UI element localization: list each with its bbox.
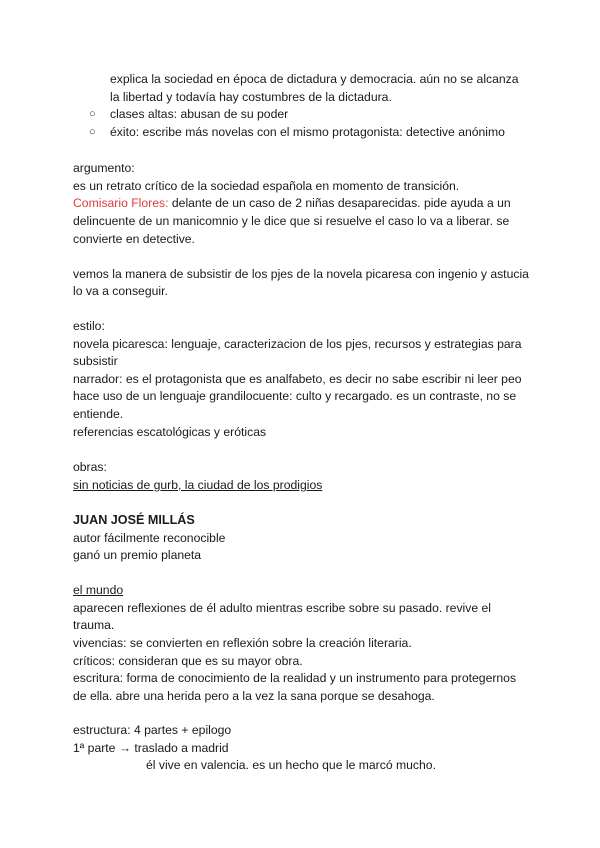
estructura-line: 1ª parte → traslado a madrid [73, 741, 229, 755]
el-mundo-line: críticos: consideran que es su mayor obra. [73, 654, 303, 668]
estructura-line: él vive en valencia. es un hecho que le marcó mucho. [146, 758, 436, 772]
bullet-item: clases altas: abusan de su poder [110, 107, 289, 121]
argumento-line: convierte en detective. [73, 232, 195, 246]
estilo-heading: estilo: [73, 319, 105, 333]
estilo-line: subsistir [73, 354, 118, 368]
bullet-circle-icon: ○ [89, 108, 96, 120]
el-mundo-line: escritura: forma de conocimiento de la realidad y un instrumento para protegernos [73, 671, 517, 685]
estilo-line: narrador: es el protagonista que es analfabeto, es decir no sabe escribir ni leer peo [73, 372, 522, 386]
estilo-line: entiende. [73, 407, 124, 421]
argumento-line: es un retrato crítico de la sociedad española en momento de transición. [73, 179, 460, 193]
intro-line: la libertad y todavía hay costumbres de la dictadura. [110, 90, 392, 104]
intro-line: explica la sociedad en época de dictadura y democracia. aún no se alcanza [110, 72, 519, 86]
picaresca-line: lo va a conseguir. [73, 284, 168, 298]
bullet-circle-icon: ○ [89, 126, 96, 138]
argumento-heading: argumento: [73, 161, 135, 175]
argumento-line-rest: delante de un caso de 2 niñas desaparecidas. pide ayuda a un [168, 196, 511, 210]
argumento-line: delincuente de un manicomnio y le dice que si resuelve el caso lo va a liberar. se [73, 214, 510, 228]
argumento-line [73, 195, 511, 212]
author-line: autor fácilmente reconocible [73, 531, 226, 545]
highlight-name: Comisario Flores: [73, 196, 169, 210]
el-mundo-line: de ella. abre una herida pero a la vez la sana porque se desahoga. [73, 689, 435, 703]
picaresca-line: vemos la manera de subsistir de los pjes de la novela picaresa con ingenio y astucia [73, 267, 529, 281]
author-line: ganó un premio planeta [73, 548, 202, 562]
el-mundo-heading[interactable]: el mundo [73, 583, 124, 597]
author-title: JUAN JOSÉ MILLÁS [73, 513, 195, 527]
estructura-line: estructura: 4 partes + epilogo [73, 723, 232, 737]
obras-heading: obras: [73, 460, 107, 474]
estilo-line: novela picaresca: lenguaje, caracterizacion de los pjes, recursos y estrategias para [73, 337, 522, 351]
bullet-item: éxito: escribe más novelas con el mismo protagonista: detective anónimo [110, 125, 505, 139]
estilo-line: referencias escatológicas y eróticas [73, 425, 267, 439]
el-mundo-line: vivencias: se convierten en reflexión sobre la creación literaria. [73, 636, 412, 650]
el-mundo-line: aparecen reflexiones de él adulto mientras escribe sobre su pasado. revive el [73, 601, 491, 615]
estilo-line: hace uso de un lenguaje grandilocuente: culto y recargado. es un contraste, no se [73, 389, 517, 403]
obras-link[interactable]: sin noticias de gurb, la ciudad de los prodigios [73, 478, 323, 492]
el-mundo-line: trauma. [73, 618, 115, 632]
